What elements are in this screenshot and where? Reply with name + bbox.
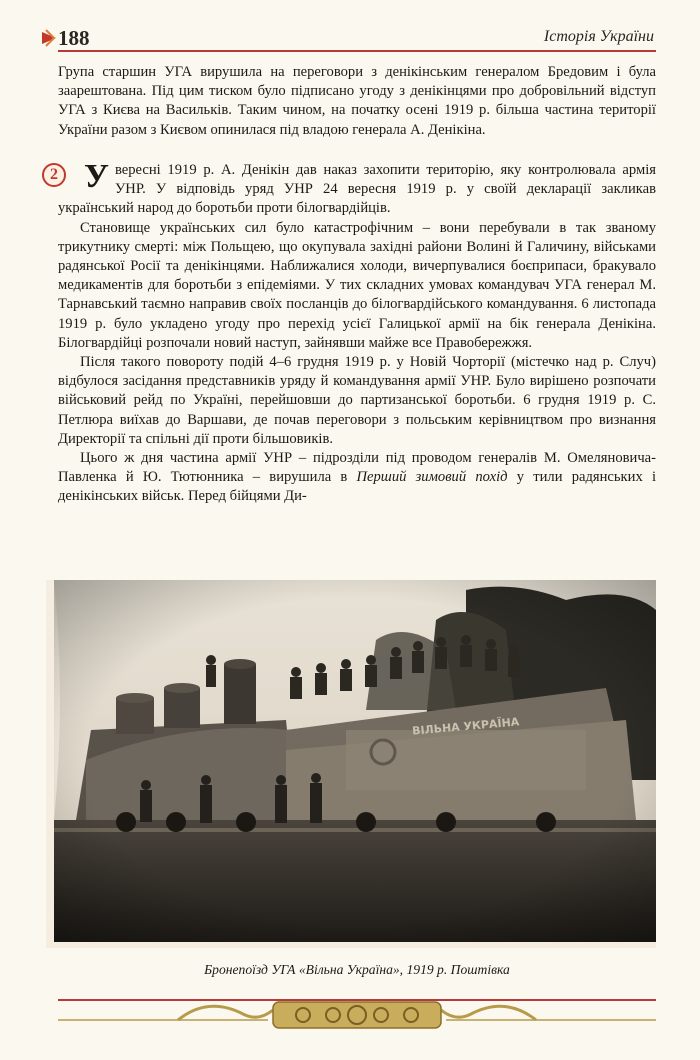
drop-cap: У [84,158,109,195]
footer-ornament-icon [58,988,656,1032]
paragraph-text: у тили радянських і денікінських військ. Перед бійцями Ди- [58,469,656,505]
paragraph: Група старшин УГА вирушила на переговори з денікінським генералом Бредовим і була заарештована. Під цим тиском було підписано угоду з денікінцями про добровільний відступ УГА з Києва на Васильків. Таким чином, на початку осені 1919 р. більша частина території України разом з Києвом опинилася під владою генерала А. Денікіна. [58,64,656,138]
paragraph-last [58,449,656,507]
paragraph: Після такого повороту подій 4–6 грудня 1919 р. у Новій Чорторії (містечко над р. Случ) відбулося засідання представників уряду й командування армії УНР. Було вирішено розпочати військовий рейд по Україні, перейшовши до партизанської боротьби. 6 грудня 1919 р. С. Петлюра виїхав до Варшави, де почав переговори з польським керівництвом про визнання Директорії та спільні дії проти більшовиків. [58,354,656,447]
book-title: Історія України [543,28,654,45]
body-text-top [58,63,656,140]
figure-caption: Бронепоїзд УГА «Вільна Україна», 1919 р. Поштівка [204,962,510,977]
photo-illustration [46,580,656,948]
page-number: 188 [58,26,90,50]
page-corner-marker-icon [40,28,58,48]
italic-term: Перший зимовий похід [356,469,508,486]
first-paragraph-text: вересні 1919 р. А. Денікін дав наказ захопити територію, яку контролювала армія УНР. У відповідь уряд УНР 24 вересня 1919 р. у своїй декларації закликав український народ до боротьби проти білогвардійців. [58,162,656,217]
paragraph: Становище українських сил було катастрофічним – вони перебували в так званому трикутнику смерті: між Польщею, що окупувала західні райони Волині й Галичину, військами радянської Росії та денікінцями. Наближалися холоди, вичерпувалися боєприпаси, бракувало медикаментів для боротьби з епідеміями. У тих складних умовах командувач УГА генерал М. Тарнавський таємно направив своїх посланців до білогвардійського командування. 6 листопада 1919 р. було укладено угоду про перехід усієї Галицької армії на бік генерала Денікіна. Білогвардійці розпочали новий наступ, зайнявши майже все Правобережжя. [58,219,656,351]
section-body [58,158,656,507]
section-number-badge: 2 [42,163,66,187]
armored-train-photo [46,580,656,948]
paragraph-text: Цього ж дня частина армії УНР – підрозділи під проводом генералів М. Омеляновича-Павленка й Ю. Тютюнника – вирушила в [58,450,656,486]
section-first-paragraph [58,158,656,219]
header-rule [58,50,656,52]
page-header [0,22,700,52]
